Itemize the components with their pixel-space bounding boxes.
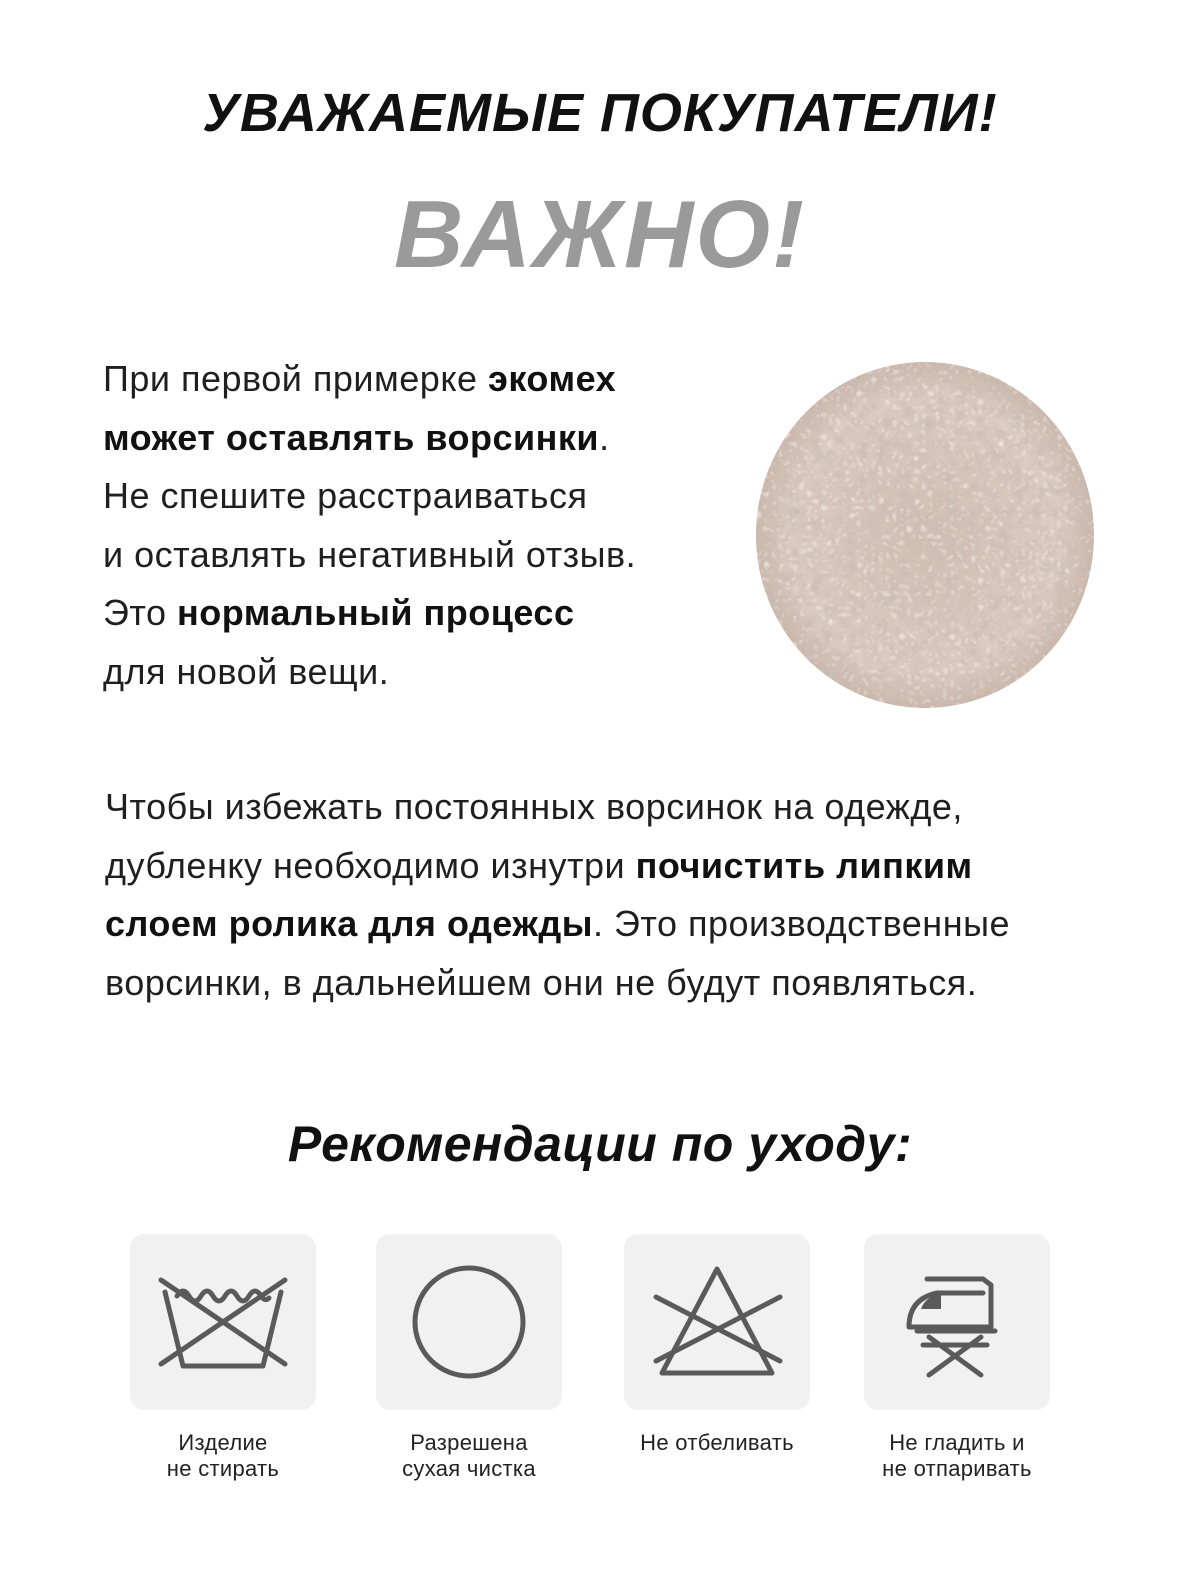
- dry-clean-icon: [404, 1257, 534, 1387]
- care-item-no-bleach: [624, 1234, 810, 1456]
- notice-bold: нормальный процесс: [176, 592, 575, 633]
- notice-text: Не спешите расстраиваться: [103, 475, 588, 516]
- notice-text: При первой примерке: [103, 358, 488, 399]
- care-icon-tile: [864, 1234, 1050, 1410]
- notice-bold: экомех: [488, 358, 617, 399]
- notice-bold: может оставлять ворсинки: [103, 416, 600, 458]
- advice-text: ворсинки, в дальнейшем они не будут появляться.: [105, 961, 978, 1003]
- care-icon-tile: [624, 1234, 810, 1410]
- care-label: Изделие не стирать: [166, 1430, 280, 1481]
- important-heading: ВАЖНО!: [394, 181, 806, 288]
- care-item-no-wash: [130, 1234, 316, 1482]
- advice-bold: слоем ролика для одежды: [105, 903, 593, 944]
- care-label: Не отбеливать: [640, 1430, 794, 1455]
- advice-text: Чтобы избежать постоянных ворсинок на одежде,: [105, 786, 963, 827]
- advice-text: . Это производственные: [592, 903, 1010, 944]
- notice-text: .: [599, 416, 610, 458]
- advice-bold: почистить липким: [635, 844, 973, 886]
- no-bleach-icon: [642, 1257, 792, 1387]
- fur-texture-image: [756, 362, 1094, 708]
- notice-paragraph: [103, 350, 743, 701]
- advice-text: дубленку необходимо изнутри: [105, 844, 636, 886]
- notice-text: для новой вещи.: [103, 650, 390, 692]
- care-item-no-iron: [864, 1234, 1050, 1482]
- no-iron-icon: [887, 1257, 1027, 1387]
- care-label: Разрешена сухая чистка: [402, 1430, 536, 1481]
- advice-paragraph: [105, 778, 1165, 1012]
- care-label: Не гладить и не отпаривать: [882, 1430, 1032, 1481]
- notice-text: и оставлять негативный отзыв.: [103, 533, 637, 575]
- care-item-dry-clean: [376, 1234, 562, 1482]
- no-wash-icon: [143, 1262, 303, 1382]
- notice-text: Это: [103, 592, 177, 633]
- care-icon-tile: [376, 1234, 562, 1410]
- care-icon-tile: [130, 1234, 316, 1410]
- care-title: Рекомендации по уходу:: [287, 1116, 913, 1172]
- greeting-heading: УВАЖАЕМЫЕ ПОКУПАТЕЛИ!: [202, 83, 998, 143]
